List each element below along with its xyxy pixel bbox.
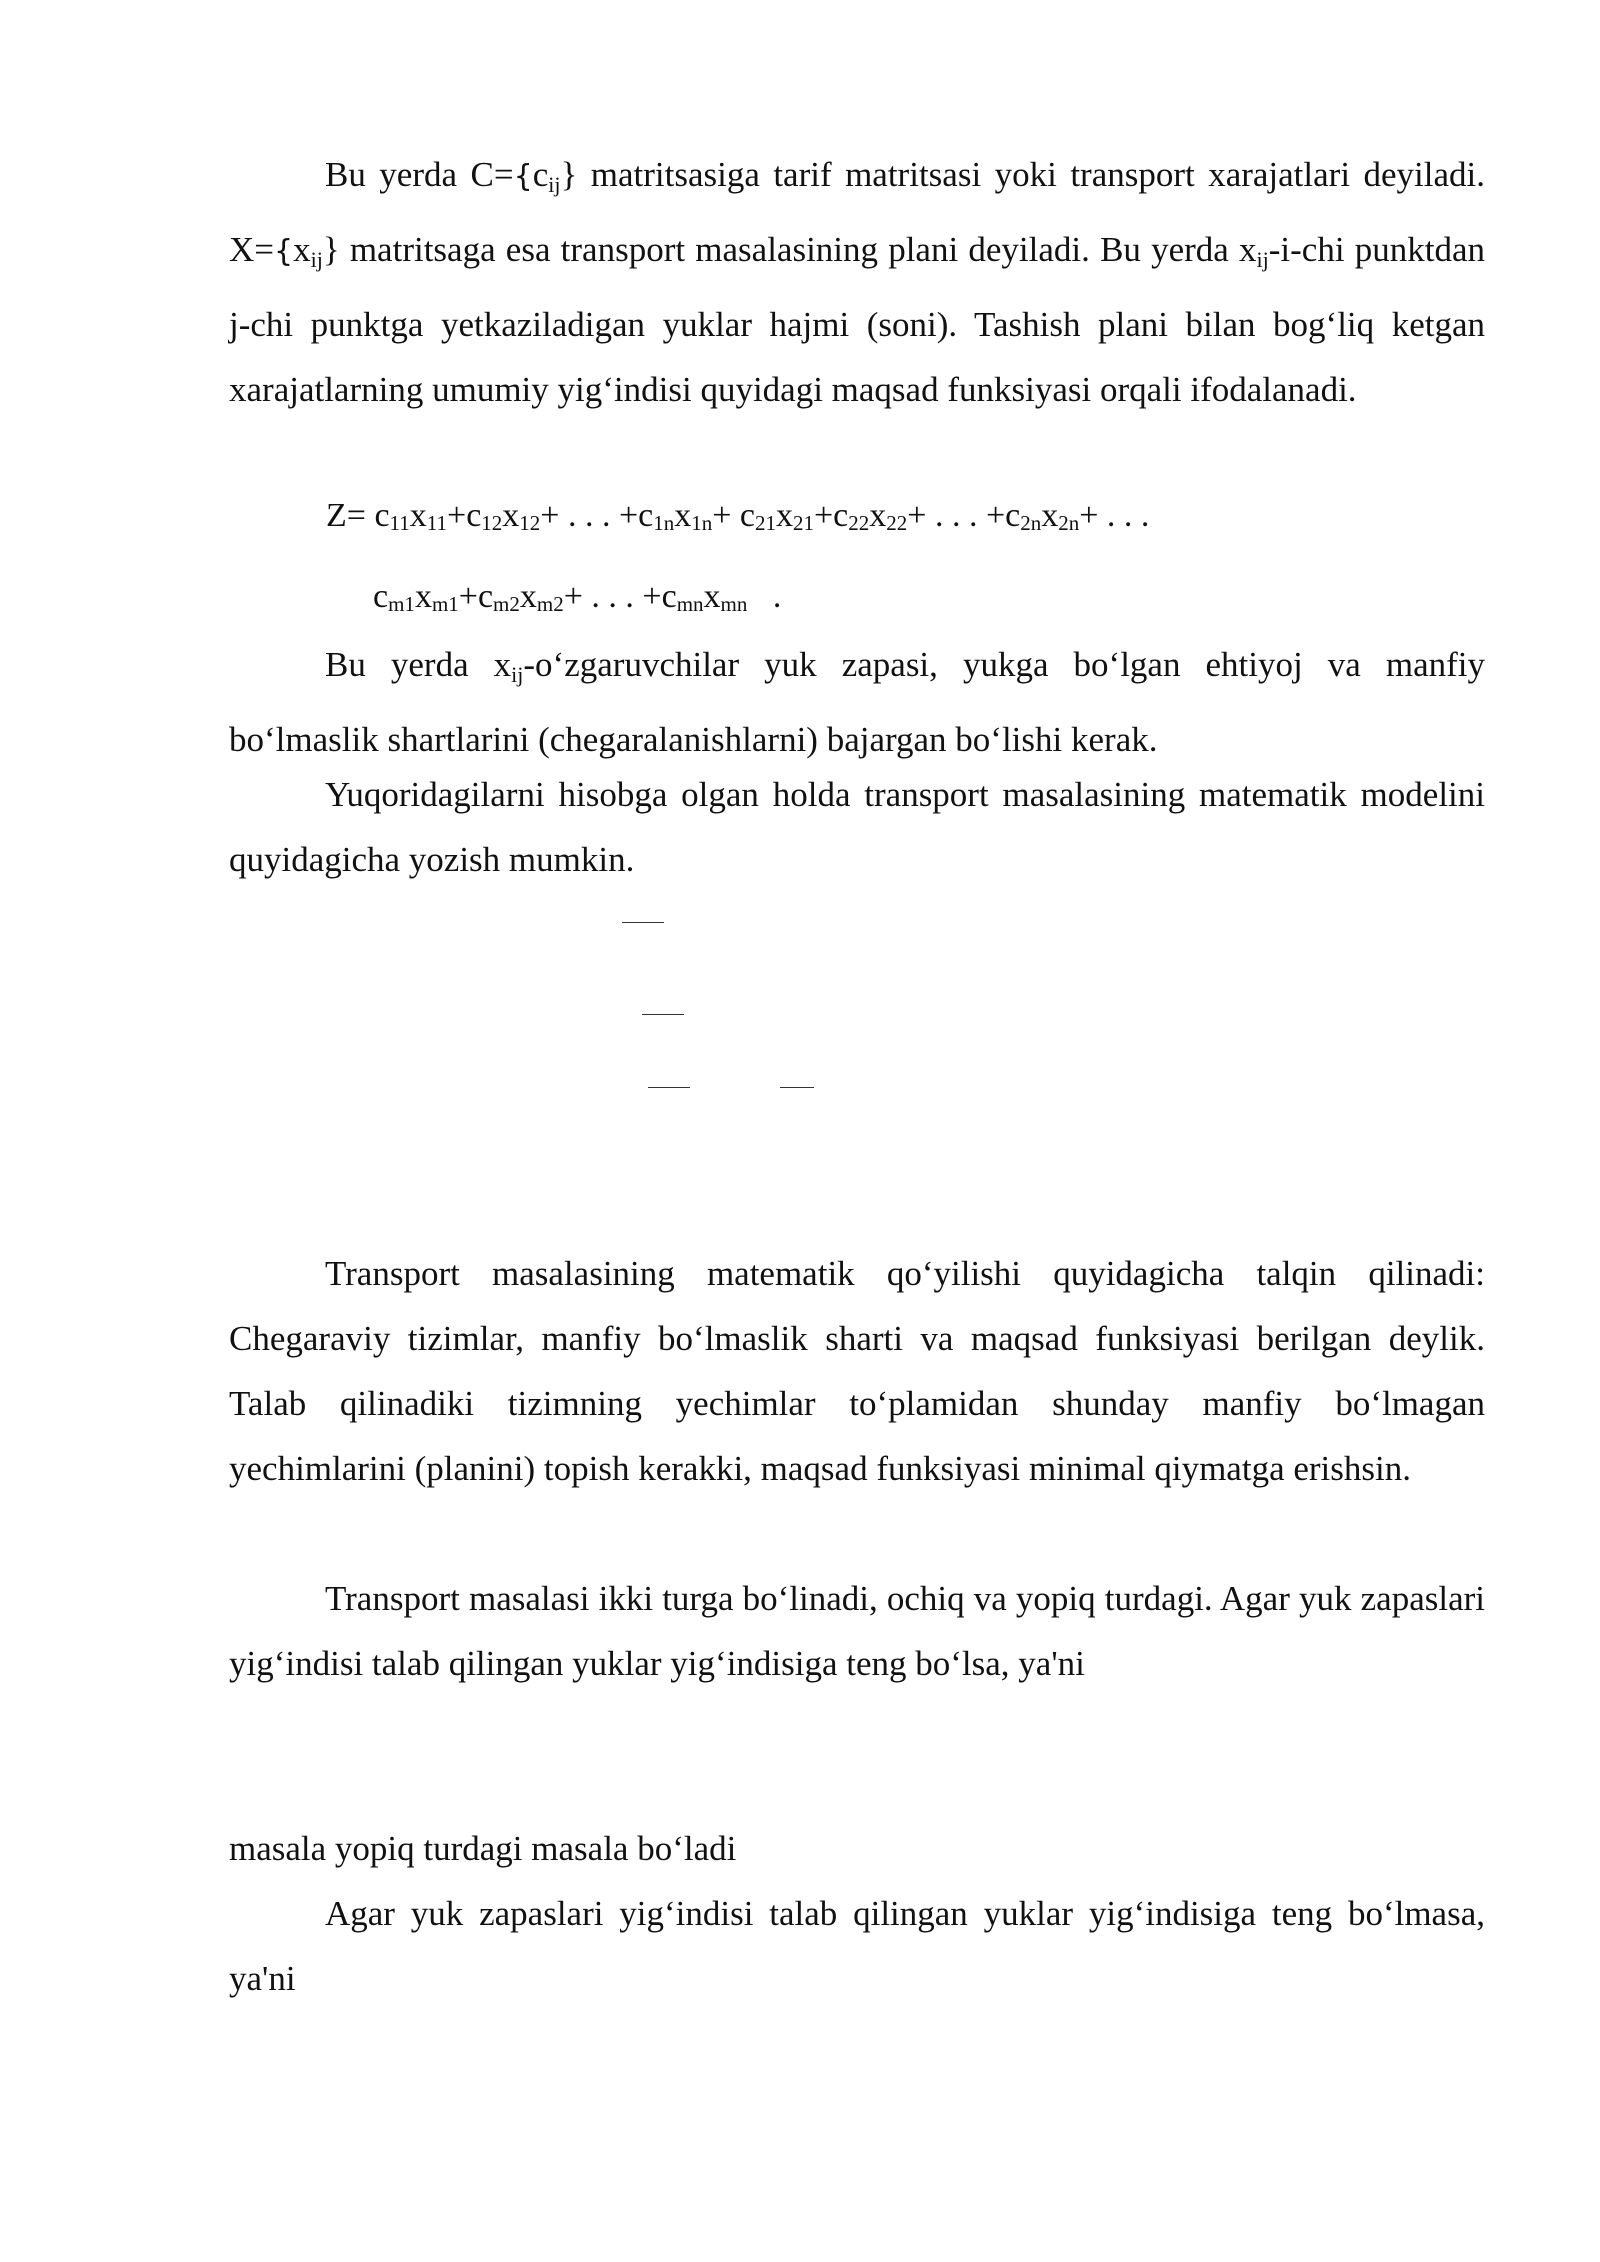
- formula-term: x: [409, 497, 427, 534]
- objective-function-line-1: [326, 497, 1149, 536]
- formula-subscript: 12: [481, 511, 503, 535]
- formula-subscript: m1: [431, 592, 459, 616]
- paragraph-closed-type: masala yopiq turdagi masala bo‘ladi: [229, 1829, 737, 1868]
- formula-subscript: 22: [886, 511, 908, 535]
- formula-term: + c: [712, 497, 755, 534]
- formula-term: Z= c: [326, 497, 390, 534]
- formula-overbar-3: [648, 1087, 690, 1088]
- formula-subscript: 1n: [691, 511, 713, 535]
- formula-subscript: m2: [493, 592, 520, 616]
- formula-subscript: 1n: [653, 511, 675, 535]
- formula-subscript: 21: [755, 511, 776, 535]
- formula-subscript: mn: [676, 592, 704, 616]
- formula-subscript: m2: [536, 592, 564, 616]
- formula-overbar-2: [642, 1014, 684, 1015]
- paragraph-open-type: Agar yuk zapaslari yig‘indisi talab qilingan yuklar yig‘indisiga teng bo‘lmasa, ya'ni: [229, 1894, 1485, 1998]
- formula-term: x: [519, 578, 537, 615]
- formula-term: x: [674, 497, 692, 534]
- formula-term: + . . .: [1079, 497, 1150, 534]
- formula-subscript: 22: [848, 511, 870, 535]
- paragraph-variables: Bu yerda $x_{ij}-o‘zgaruvchilar$ yuk zapasi, yukga bo‘lgan ehtiyoj va manfiy bo‘lmaslik shartlarini (chegaralanishlarni) bajargan bo‘lishi kerak.: [229, 645, 1485, 759]
- formula-term: c: [373, 578, 389, 615]
- objective-function-line-2: [373, 578, 781, 617]
- formula-subscript: mn: [720, 592, 748, 616]
- formula-term: + . . . +c: [540, 497, 654, 534]
- paragraph-problem-statement: Transport masalasining matematik qo‘yilishi quyidagicha talqin qilinadi: Chegaraviy tizimlar, manfiy bo‘lmaslik sharti va maqsad funksiyasi berilgan deylik. Talab qilinadiki tizimning yechimlar to‘plamidan shunday manfiy bo‘lmagan yechimlarini (planini) topish kerakki, maqsad funksiyasi minimal qiymatga erishsin.: [229, 1254, 1485, 1488]
- paragraph-problem-types: Transport masalasi ikki turga bo‘linadi, ochiq va yopiq turdagi. Agar yuk zapaslari yig‘indisi talab qilingan yuklar yig‘indisiga teng bo‘lsa, ya'ni: [229, 1579, 1485, 1683]
- formula-overbar-4: [780, 1087, 814, 1088]
- formula-term: +c: [458, 578, 494, 615]
- formula-subscript: 11: [389, 511, 410, 535]
- formula-term: + . . . +c: [907, 497, 1021, 534]
- formula-term: x: [414, 578, 432, 615]
- paragraph-model-intro: Yuqoridagilarni hisobga olgan holda transport masalasining matematik modelini quyidagicha yozish mumkin.: [229, 775, 1485, 879]
- formula-overbar-1: [622, 922, 664, 923]
- formula-term: +c: [447, 497, 482, 534]
- formula-subscript: m1: [388, 592, 415, 616]
- formula-term: x: [502, 497, 520, 534]
- formula-subscript: 11: [426, 511, 448, 535]
- formula-subscript: 12: [519, 511, 541, 535]
- formula-term: x: [1041, 497, 1059, 534]
- paragraph-definitions: Bu yerda $C=\{c_{ij}\}$ matritsasiga tarif matritsasi yoki transport xarajatlari deyiladi. $X=\{x_{ij}\}$ matritsaga esa transport masalasining plani deyiladi. Bu yerda $x_{ij}-i$-chi punktdan j-chi punktga yetkaziladigan yuklar hajmi (soni). Tashish plani bilan bog‘liq ketgan xarajatlarning umumiy yig‘indisi quyidagi maqsad funksiyasi orqali ifodalanadi.: [229, 155, 1486, 409]
- formula-term: .: [747, 578, 782, 615]
- formula-subscript: 21: [793, 511, 814, 535]
- formula-term: + . . . +c: [563, 578, 677, 615]
- formula-subscript: 2n: [1020, 511, 1042, 535]
- formula-term: +c: [814, 497, 849, 534]
- formula-term: x: [776, 497, 793, 534]
- formula-term: x: [869, 497, 887, 534]
- formula-subscript: 2n: [1058, 511, 1080, 535]
- formula-term: x: [703, 578, 721, 615]
